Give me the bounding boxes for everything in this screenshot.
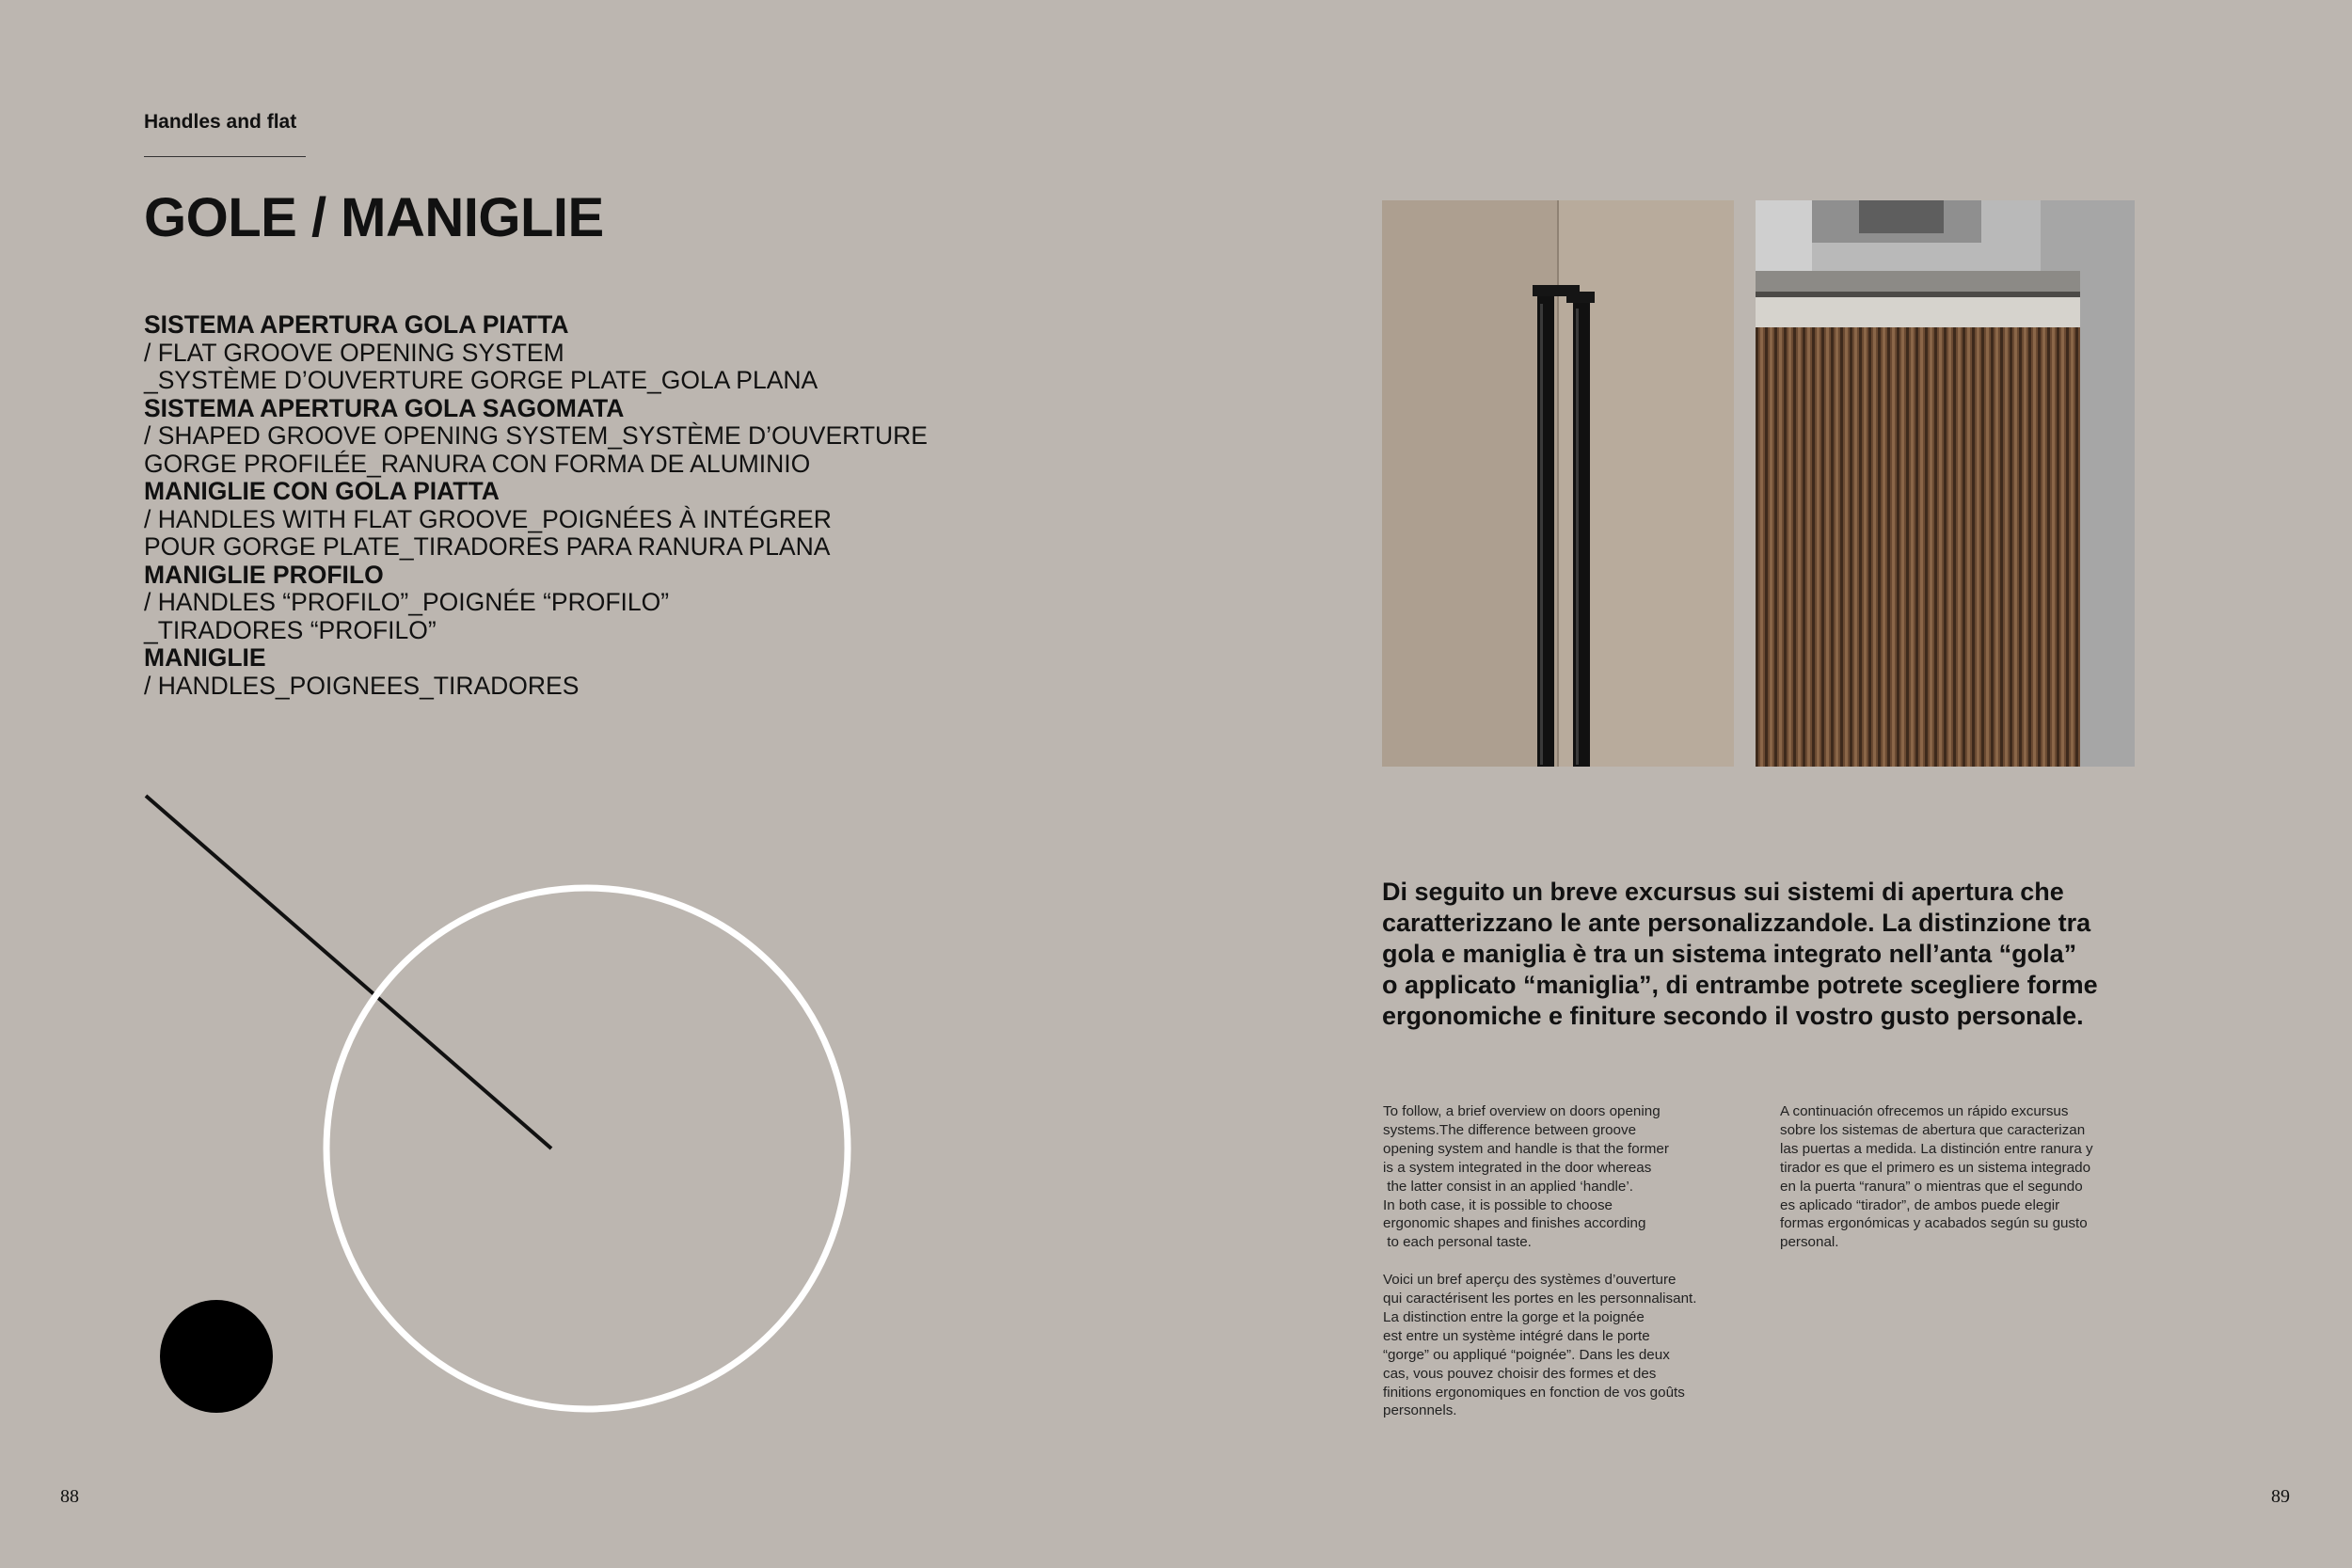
text-line: “gorge” ou appliqué “poignée”. Dans les deux xyxy=(1383,1346,1670,1363)
handle-photo xyxy=(1382,200,1734,767)
intro-paragraph xyxy=(1382,877,2172,1032)
large-white-circle xyxy=(326,888,848,1409)
black-dot xyxy=(160,1300,273,1413)
wood-island-photo xyxy=(1756,200,2135,767)
text-line: the latter consist in an applied ‘handle’. xyxy=(1383,1178,1633,1195)
text-line: systems.The difference between groove xyxy=(1383,1121,1637,1138)
text-line: cas, vous pouvez choisir des formes et des xyxy=(1383,1365,1657,1382)
text-line: finitions ergonomiques en fonction de vos goûts xyxy=(1383,1384,1685,1401)
text-line: tirador es que el primero es un sistema integrado xyxy=(1780,1159,2091,1176)
text-line: las puertas a medida. La distinción entre ranura y xyxy=(1780,1140,2093,1157)
text-line: est entre un système intégré dans le porte xyxy=(1383,1327,1650,1344)
system-description-line: _SYSTÈME D’OUVERTURE GORGE PLATE_GOLA PLANA xyxy=(144,366,818,394)
text-line: sobre los sistemas de abertura que caracterizan xyxy=(1780,1121,2086,1138)
intro-line: caratterizzano le ante personalizzandole. La distinzione tra xyxy=(1382,909,2091,937)
text-line: formas ergonómicas y acabados según su gusto xyxy=(1780,1215,2088,1232)
system-description-line: / HANDLES WITH FLAT GROOVE_POIGNÉES À INTÉGRER xyxy=(144,504,832,533)
system-description-line: / SHAPED GROOVE OPENING SYSTEM_SYSTÈME D’OUVERTURE xyxy=(144,421,928,450)
system-description-line: POUR GORGE PLATE_TIRADORES PARA RANURA PLANA xyxy=(144,532,831,561)
text-line: personnels. xyxy=(1383,1402,1457,1419)
text-line: qui caractérisent les portes en les personnalisant. xyxy=(1383,1291,1697,1307)
section-kicker: Handles and flat xyxy=(144,111,297,133)
page-number-right: 89 xyxy=(2271,1486,2290,1507)
text-line: In both case, it is possible to choose xyxy=(1383,1196,1613,1213)
system-description-line: _TIRADORES “PROFILO” xyxy=(144,615,437,644)
text-line: personal. xyxy=(1780,1234,1839,1251)
spanish-paragraph xyxy=(1780,1102,2156,1252)
system-heading: SISTEMA APERTURA GOLA PIATTA xyxy=(144,310,569,339)
text-line: To follow, a brief overview on doors opening xyxy=(1383,1103,1661,1119)
system-description-line: / HANDLES_POIGNEES_TIRADORES xyxy=(144,671,580,700)
text-line: A continuación ofrecemos un rápido excursus xyxy=(1780,1103,2069,1119)
text-line: es aplicado “tirador”, de ambos puede elegir xyxy=(1780,1196,2060,1213)
text-line: opening system and handle is that the former xyxy=(1383,1140,1669,1157)
text-line: La distinction entre la gorge et la poignée xyxy=(1383,1308,1645,1325)
french-paragraph xyxy=(1383,1271,1759,1420)
page-number-left: 88 xyxy=(60,1486,79,1507)
text-line: Voici un bref aperçu des systèmes d’ouverture xyxy=(1383,1272,1677,1289)
page-title: GOLE / MANIGLIE xyxy=(144,187,604,248)
system-heading: MANIGLIE xyxy=(144,643,266,672)
system-description-line: GORGE PROFILÉE_RANURA CON FORMA DE ALUMINIO xyxy=(144,449,811,478)
text-line: to each personal taste. xyxy=(1383,1234,1532,1251)
system-heading: MANIGLIE CON GOLA PIATTA xyxy=(144,477,500,505)
diagonal-line xyxy=(146,796,551,1148)
intro-line: o applicato “maniglia”, di entrambe potrete scegliere forme xyxy=(1382,971,2098,999)
translation-column-right xyxy=(1780,1102,2156,1252)
intro-line: ergonomiche e finiture secondo il vostro gusto personale. xyxy=(1382,1002,2084,1030)
intro-line: Di seguito un breve excursus sui sistemi di apertura che xyxy=(1382,878,2064,906)
system-description-line: / FLAT GROOVE OPENING SYSTEM xyxy=(144,338,564,367)
intro-line: gola e maniglia è tra un sistema integrato nell’anta “gola” xyxy=(1382,940,2077,968)
text-line: ergonomic shapes and finishes according xyxy=(1383,1215,1646,1232)
system-description-line: / HANDLES “PROFILO”_POIGNÉE “PROFILO” xyxy=(144,588,670,616)
system-heading: SISTEMA APERTURA GOLA SAGOMATA xyxy=(144,393,625,422)
system-heading: MANIGLIE PROFILO xyxy=(144,560,384,589)
english-paragraph xyxy=(1383,1102,1759,1252)
translation-column-left xyxy=(1383,1102,1759,1420)
text-line: is a system integrated in the door whereas xyxy=(1383,1159,1652,1176)
text-line: en la puerta “ranura” o mientras que el segundo xyxy=(1780,1178,2083,1195)
